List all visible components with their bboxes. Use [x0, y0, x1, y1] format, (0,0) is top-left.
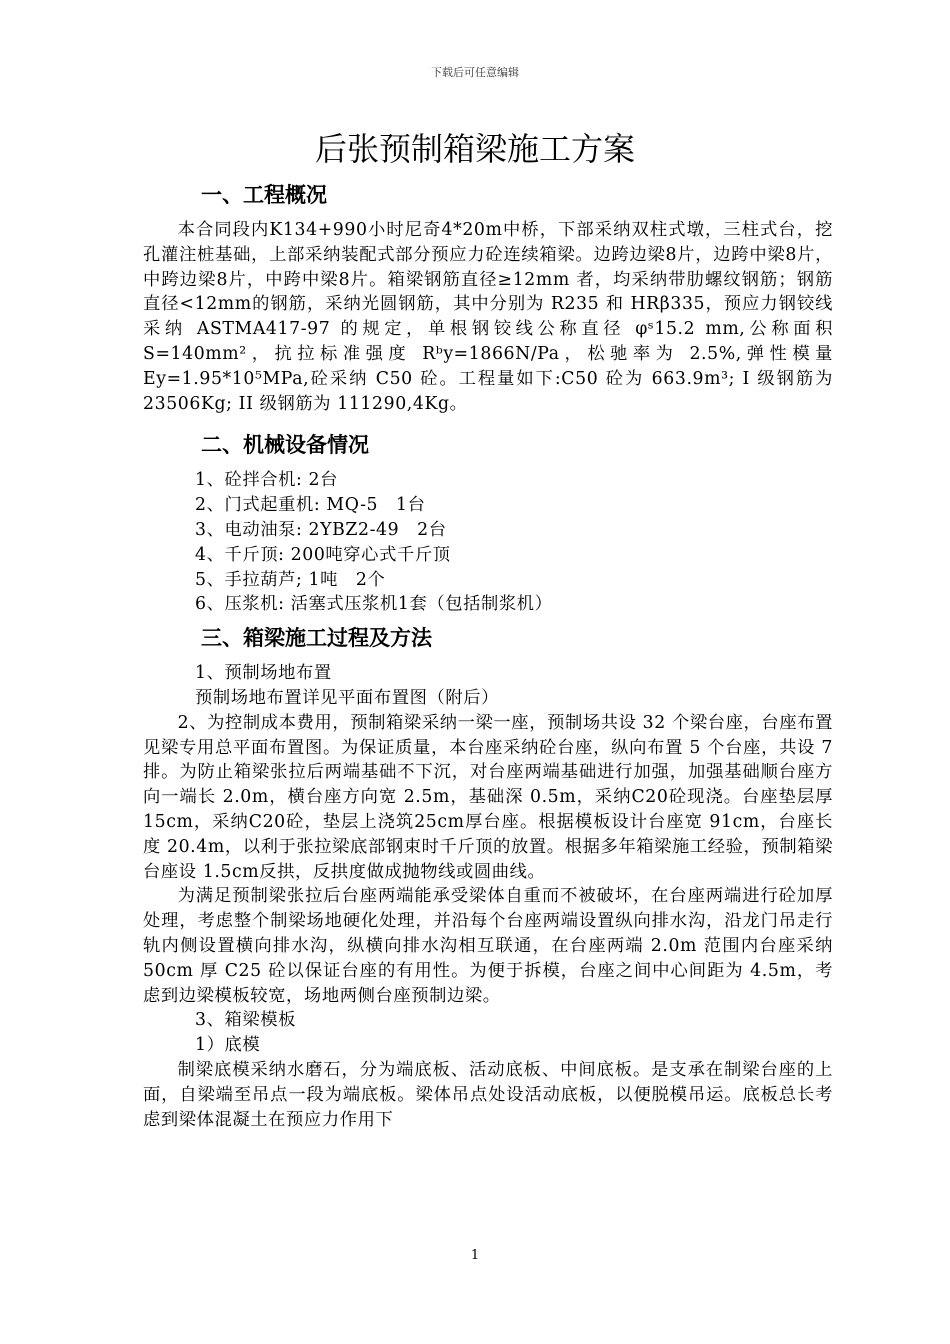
equipment-item: 2、门式起重机: MQ-5 1台 [195, 495, 426, 516]
formwork-paragraph: 制梁底模采纳水磨石，分为端底板、活动底板、中间底板。是支承在制梁台座的上面，自梁端至吊点一段为端底板。梁体吊点处设活动底板，以便脱模吊运。底板总长考虑到梁体混凝土在预应力作用下 [143, 1059, 833, 1130]
subsection-label: 3、箱梁模板 [195, 1010, 297, 1031]
subsection-label: 1）底模 [195, 1035, 261, 1056]
page-number: 1 [470, 1248, 480, 1263]
subsection-line: 预制场地布置详见平面布置图（附后） [195, 687, 499, 708]
equipment-item: 5、手拉葫芦; 1吨 2个 [195, 569, 386, 590]
construction-paragraph: 2、为控制成本费用，预制箱梁采纳一梁一座，预制场共设 32 个梁台座，台座布置见梁专用总平面布置图。为保证质量，本台座采纳砼台座，纵向布置 5 个台座，共设 7 排。为防止箱梁张拉后两端基础不下沉，对台座两端基础进行加强，加强基础顺台座方向一端长 2.0m，横台座方向宽 2.5m，基础深 0.5m，采纳C20砼现浇。台座垫层厚15cm，采纳C20砼，垫层上浇筑25cm厚台座。根据模板设计台座宽 91cm，台座长度 20.4m，以利于张拉梁底部钢束时千斤顶的放置。根据多年箱梁施工经验，预制箱梁台座设 1.5cm反拱，反拱度做成抛物线或圆曲线。 [143, 712, 833, 882]
equipment-item: 3、电动油泵: 2YBZ2-49 2台 [195, 519, 447, 540]
construction-paragraph: 为满足预制梁张拉后台座两端能承受梁体自重而不被破坏，在台座两端进行砼加厚处理，考虑整个制梁场地硬化处理，并沿每个台座两端设置纵向排水沟，沿龙门吊走行轨内侧设置横向排水沟，纵横向排水沟相互联通，在台座两端 2.0m 范围内台座采纳 50cm 厚 C25 砼以保证台座的有用性。为便于拆模，台座之间中心间距为 4.5m，考虑到边梁模板较宽，场地两侧台座预制边梁。 [143, 886, 833, 1006]
section-heading-construction: 三、箱梁施工过程及方法 [201, 626, 432, 651]
subsection-label: 1、预制场地布置 [195, 663, 332, 684]
document-title: 后张预制箱梁施工方案 [314, 130, 635, 168]
section-heading-overview: 一、工程概况 [201, 183, 327, 207]
section-heading-equipment: 二、机械设备情况 [201, 433, 369, 458]
equipment-item: 6、压浆机: 活塞式压浆机1套（包括制浆机） [195, 594, 553, 615]
equipment-item: 4、千斤顶: 200吨穿心式千斤顶 [195, 544, 451, 565]
document-body [143, 176, 833, 1132]
overview-paragraph: 本合同段内K134+990小时尼奇4*20m中桥，下部采纳双柱式墩，三柱式台，挖孔灌注桩基础，上部采纳装配式部分预应力砼连续箱梁。边跨边梁8片，边跨中梁8片，中跨边梁8片，中跨中梁8片。箱梁钢筋直径≥12mm 者，均采纳带肋螺纹钢筋；钢筋直径<12mm的钢筋，采纳光圆钢筋，其中分别为 R235 和 HRβ335，预应力钢铰线采纳 ASTMA417-97 的规定，单根钢铰线公称直径 φˢ15.2 mm,公称面积 S=140mm²，抗拉标准强度 Rᵇy=1866N/Pa，松驰率为 2.5%,弹性模量 Ey=1.95*10⁵MPa,砼采纳 C50 砼。工程量如下:C50 砼为 663.9m³; I 级钢筋为 23506Kg; II 级钢筋为 111290,4Kg。 [143, 220, 833, 414]
equipment-item: 1、砼拌合机: 2台 [195, 470, 338, 491]
header-note: 下载后可任意编辑 [431, 66, 519, 79]
